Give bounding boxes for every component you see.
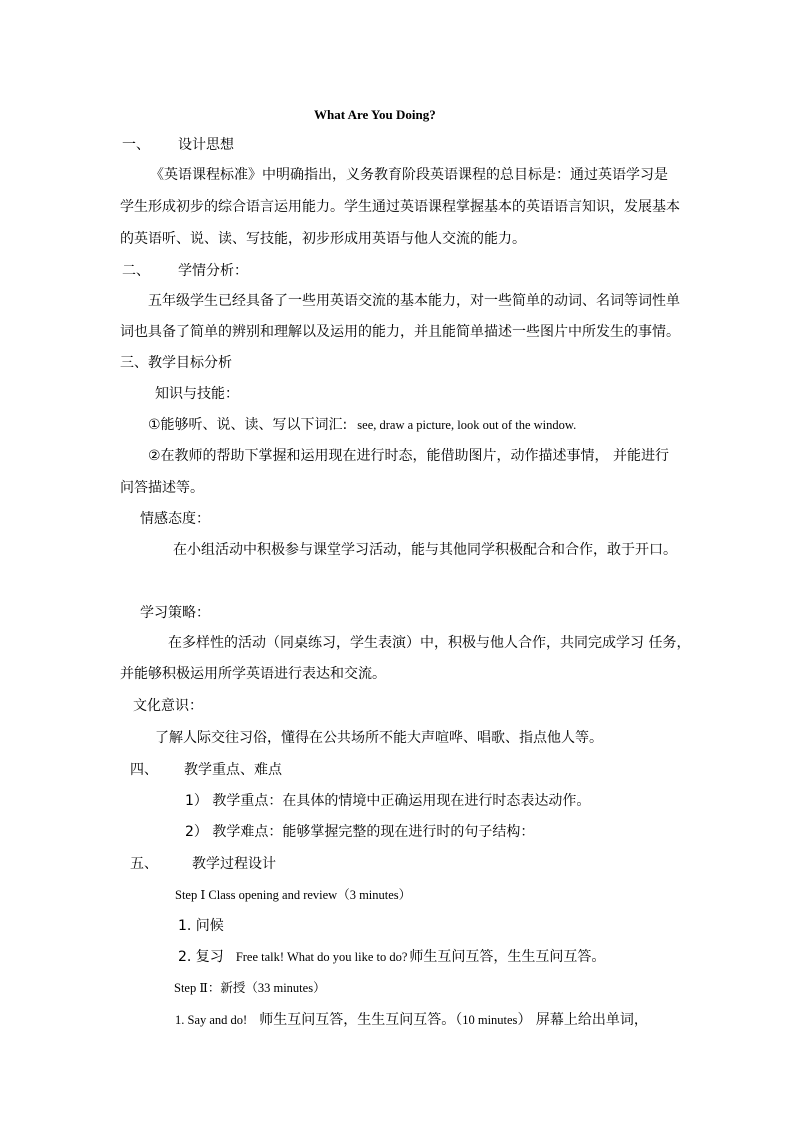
paragraph-line: 问答描述等。	[120, 480, 204, 496]
section-title: 教学过程设计	[192, 856, 276, 872]
item-duration: 10 minutes	[462, 1013, 518, 1027]
item-text: 师生互问互答，生生互问互答。	[409, 949, 606, 965]
section-title: 学情分析：	[178, 263, 248, 279]
subheading: 文化意识：	[133, 698, 203, 714]
item-text: 师生互问互答，生生互问互答。（	[259, 1012, 463, 1028]
section-heading	[122, 262, 248, 280]
list-item	[175, 1011, 648, 1029]
paragraph-line: 五年级学生已经具备了一些用英语交流的基本能力，对一些简单的动词、名词等词性单	[148, 293, 680, 309]
list-item: 1. 问候	[178, 918, 224, 934]
paragraph-line: 《英语课程标准》中明确指出，义务教育阶段英语课程的总目标是：通过英语学习是	[150, 167, 668, 183]
item-label: 2. 复习	[178, 949, 224, 965]
paragraph-line: ②在教师的帮助下掌握和运用现在进行时态，能借助图片，动作描述事情， 并能进行	[148, 448, 669, 464]
item-text: ） 屏幕上给出单词，	[517, 1012, 648, 1028]
section-number: 一、	[122, 137, 150, 153]
document-title: What Are You Doing?	[314, 107, 436, 122]
list-item	[178, 948, 605, 966]
subheading: 知识与技能：	[155, 386, 239, 402]
step-heading	[174, 979, 326, 997]
section-number: 五、	[130, 856, 158, 872]
section-heading	[130, 761, 282, 779]
step-heading: Step Ⅰ Class opening and review（3 minutes）	[175, 888, 412, 902]
section-title: 教学重点、难点	[184, 762, 282, 778]
step-duration: （33 minutes）	[245, 981, 326, 995]
objective-text: ①能够听、说、读、写以下词汇:	[148, 417, 348, 433]
paragraph-line: 词也具备了简单的辨别和理解以及运用的能力，并且能简单描述一些图片中所发生的事情。	[120, 324, 680, 340]
paragraph-line	[148, 416, 576, 434]
section-heading: 三、教学目标分析	[120, 355, 232, 371]
list-item: 1） 教学重点：在具体的情境中正确运用现在进行时态表达动作。	[185, 793, 591, 809]
item-english: Free talk! What do you like to do?	[235, 950, 408, 964]
item-english: 1. Say and do!	[175, 1013, 248, 1027]
step-label: Step Ⅱ：新授	[174, 981, 246, 995]
section-number: 二、	[122, 263, 150, 279]
subheading: 学习策略：	[140, 605, 210, 621]
vocabulary-list: see, draw a picture, look out of the window.	[357, 418, 577, 432]
section-number: 四、	[130, 762, 158, 778]
section-heading	[130, 855, 276, 873]
paragraph-line: 学生形成初步的综合语言运用能力。学生通过英语课程掌握基本的英语语言知识，发展基本	[120, 199, 680, 215]
list-item: 2） 教学难点：能够掌握完整的现在进行时的句子结构：	[185, 824, 535, 840]
paragraph-line: 了解人际交往习俗，懂得在公共场所不能大声喧哗、唱歌、指点他人等。	[155, 730, 603, 746]
paragraph-line: 在小组活动中积极参与课堂学习活动，能与其他同学积极配合和合作，敢于开口。	[173, 542, 677, 558]
paragraph-line: 的英语听、说、读、写技能，初步形成用英语与他人交流的能力。	[120, 231, 526, 247]
section-heading	[122, 136, 234, 154]
paragraph-line: 在多样性的活动（同桌练习，学生表演）中，积极与他人合作，共同完成学习 任务，	[168, 635, 691, 651]
subheading: 情感态度：	[140, 511, 210, 527]
paragraph-line: 并能够积极运用所学英语进行表达和交流。	[120, 666, 386, 682]
section-title: 设计思想	[178, 137, 234, 153]
